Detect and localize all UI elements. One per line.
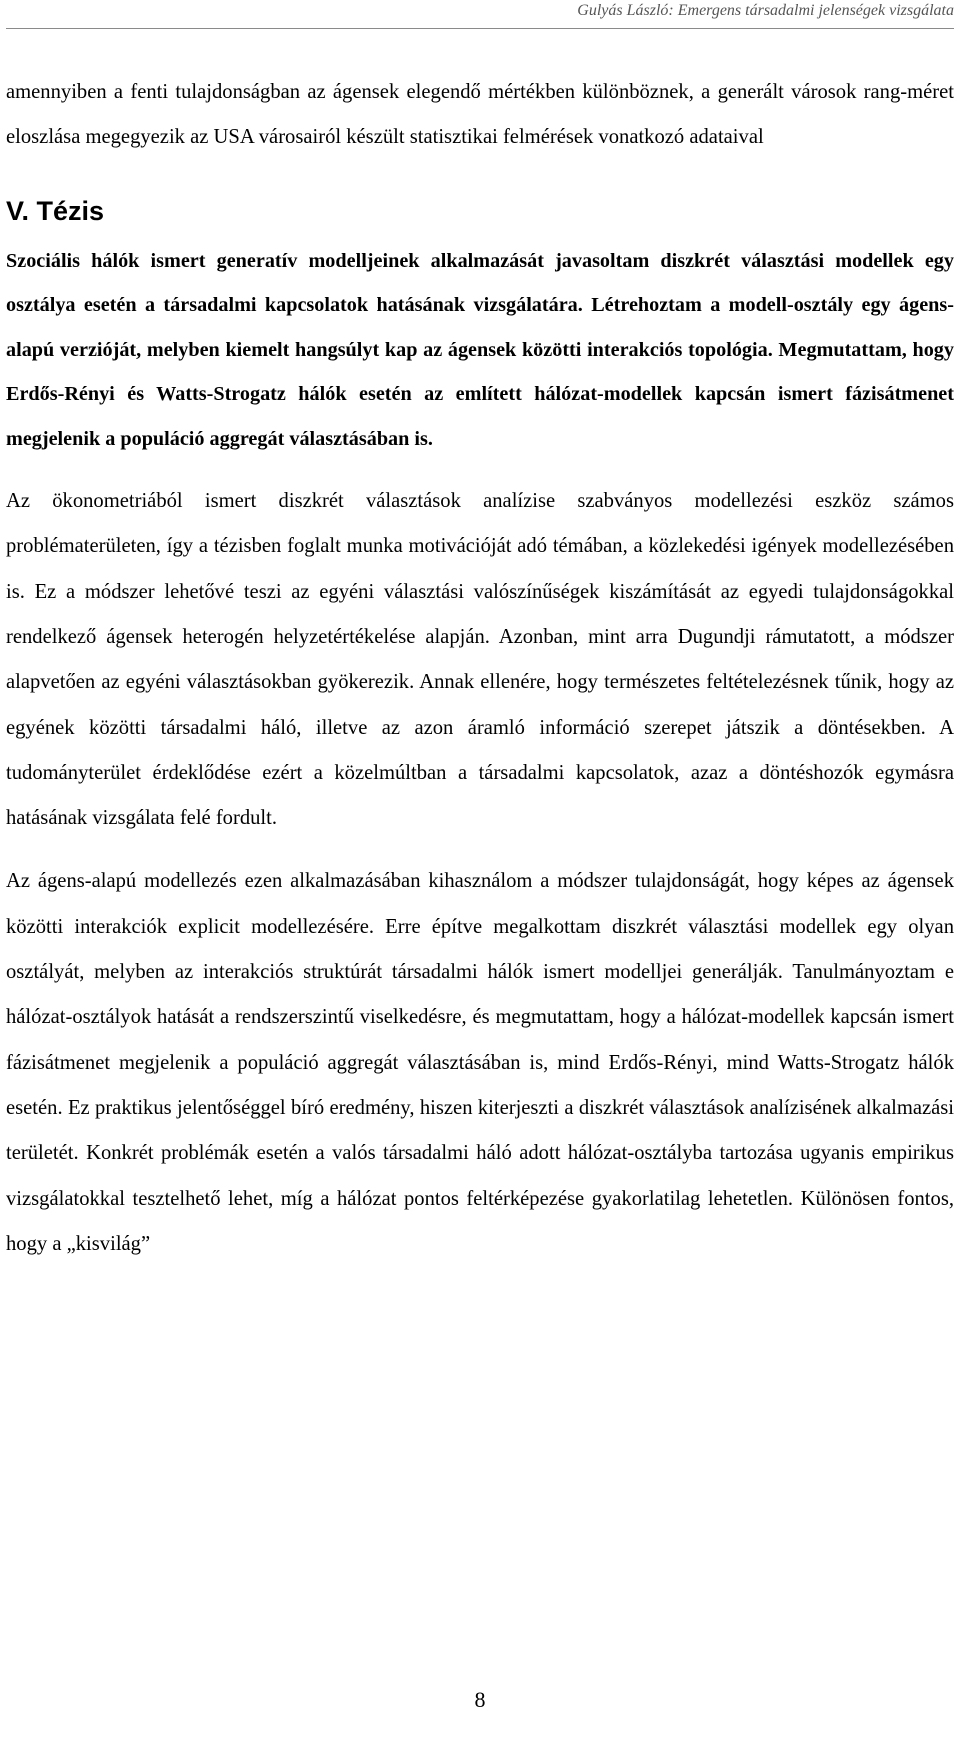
body-paragraph-1: Az ökonometriából ismert diszkrét választások analízise szabványos modellezési eszköz számos problématerületen, így a tézisben foglalt munka motivációját adó témában, a közlekedési igények modellezésében is. Ez a módszer lehetővé teszi az egyéni választási valószínűségek kiszámítását az egyedi tulajdonságokkal rendelkező ágensek heterogén helyzetértékelése alapján. Azonban, mint arra Dugundji rámutatott, a módszer alapvetően az egyéni választásokban gyökerezik. Annak ellenére, hogy természetes feltételezésnek tűnik, hogy az egyének közötti társadalmi háló, illetve az azon áramló információ szerepet játszik a döntésekben. A tudományterület érdeklődése ezért a közelmúltban a társadalmi kapcsolatok, azaz a döntéshozók egymásra hatásának vizsgálata felé fordult.	[6, 490, 954, 830]
intro-paragraph: amennyiben a fenti tulajdonságban az ágensek elegendő mértékben különböznek, a generált városok rang-méret eloszlása megegyezik az USA városairól készült statisztikai felmérések vonatkozó adataival	[6, 81, 954, 149]
page-number: 8	[474, 1687, 486, 1712]
header-rule	[6, 28, 954, 29]
thesis-statement: Szociális hálók ismert generatív modelljeinek alkalmazását javasoltam diszkrét választási modellek egy osztálya esetén a társadalmi kapcsolatok hatásának vizsgálatára. Létrehoztam a modell-osztály egy ágens-alapú verzióját, melyben kiemelt hangsúlyt kap az ágensek közötti interakciós topológia. Megmutattam, hogy Erdős-Rényi és Watts-Strogatz hálók esetén az említett hálózat-modellek kapcsán ismert fázisátmenet megjelenik a populáció aggregát választásában is.	[6, 249, 954, 450]
page-content	[6, 70, 954, 1267]
running-header: Gulyás László: Emergens társadalmi jelenségek vizsgálata	[577, 2, 954, 19]
section-heading: V. Tézis	[6, 195, 105, 226]
body-paragraph-2: Az ágens-alapú modellezés ezen alkalmazásában kihasználom a módszer tulajdonságát, hogy képes az ágensek közötti interakciók explicit modellezésére. Erre építve megalkottam diszkrét választási modellek egy olyan osztályát, melyben az interakciós struktúrát társadalmi hálók ismert modelljei generálják. Tanulmányoztam e hálózat-osztályok hatását a rendszerszintű viselkedésre, és megmutattam, hogy a hálózat-modellek kapcsán ismert fázisátmenet megjelenik a populáció aggregát választásában is, mind Erdős-Rényi, mind Watts-Strogatz hálók esetén. Ez praktikus jelentőséggel bíró eredmény, hiszen kiterjeszti a diszkrét választások analízisének alkalmazási területét. Konkrét problémák esetén a valós társadalmi háló adott hálózat-osztályba tartozása ugyanis empirikus vizsgálatokkal tesztelhető lehet, míg a hálózat pontos feltérképezése gyakorlatilag lehetetlen. Különösen fontos, hogy a „kisvilág”	[6, 870, 954, 1255]
